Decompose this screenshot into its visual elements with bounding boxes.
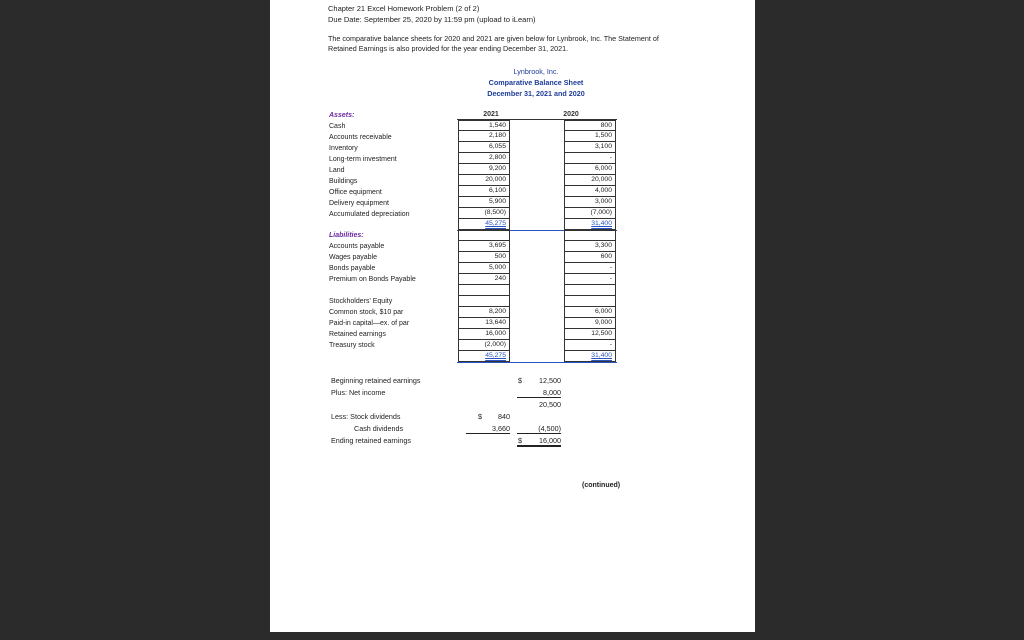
cell-2020: 9,000 (564, 318, 616, 329)
cell-2021: 6,100 (458, 186, 510, 197)
row-label: Accounts receivable (329, 134, 392, 141)
cell-2021: 13,640 (458, 318, 510, 329)
stock-dividends-value: 840 (498, 412, 510, 421)
cell-2021: 240 (458, 274, 510, 285)
blank-cell (458, 230, 510, 241)
cell-2020: 3,100 (564, 142, 616, 153)
ending-re-value: 16,000 (517, 437, 561, 447)
assets-heading: Assets: (329, 112, 355, 119)
assets-total-2020: 31,400 (564, 219, 616, 230)
cell-2020: 6,000 (564, 307, 616, 318)
cell-2021: 1,540 (458, 120, 510, 131)
cell-2020: - (564, 263, 616, 274)
cell-2021: 8,200 (458, 307, 510, 318)
cell-2020: 3,000 (564, 197, 616, 208)
statement-title: Comparative Balance Sheet (488, 78, 584, 87)
cell-2020: 20,000 (564, 175, 616, 186)
cell-2021: 3,695 (458, 241, 510, 252)
row-label: Land (329, 167, 345, 174)
cell-2021: (8,500) (458, 208, 510, 219)
row-label: Accumulated depreciation (329, 211, 410, 218)
beginning-re-value: 12,500 (539, 376, 561, 385)
column-header-2021: 2021 (483, 111, 499, 118)
row-label: Common stock, $10 par (329, 309, 404, 316)
cell-2020: - (564, 340, 616, 351)
document-page (270, 0, 755, 632)
assets-total-2021: 45,275 (458, 219, 510, 230)
row-label: Long-term investment (329, 156, 397, 163)
company-name: Lynbrook, Inc. (513, 67, 559, 76)
row-label: Premium on Bonds Payable (329, 276, 416, 283)
cash-dividends-value: 3,660 (466, 425, 510, 434)
cell-2021: 5,000 (458, 263, 510, 274)
beginning-re-label: Beginning retained earnings (331, 376, 421, 385)
cell-2021: 16,000 (458, 329, 510, 340)
equity-heading: Stockholders' Equity (329, 298, 393, 305)
blank-cell (564, 230, 616, 241)
row-label: Retained earnings (329, 331, 386, 338)
net-income-value: 8,000 (517, 389, 561, 398)
row-label: Buildings (329, 178, 358, 185)
cell-2021: 5,900 (458, 197, 510, 208)
equity-total-2021: 45,275 (458, 351, 510, 362)
total-dividends-value: (4,500) (517, 425, 561, 434)
cell-2021: 500 (458, 252, 510, 263)
row-label: Inventory (329, 145, 358, 152)
column-header-2020: 2020 (563, 111, 579, 118)
statement-date: December 31, 2021 and 2020 (487, 89, 585, 98)
re-subtotal: 20,500 (539, 400, 561, 409)
currency-sign: $ (478, 412, 482, 421)
row-label: Treasury stock (329, 342, 375, 349)
blank-cell (458, 285, 510, 296)
cell-2021: 2,180 (458, 131, 510, 142)
cash-dividends-label: Cash dividends (354, 424, 404, 433)
blank-cell (458, 296, 510, 307)
row-label: Delivery equipment (329, 200, 389, 207)
liabilities-heading: Liabilities: (329, 232, 364, 239)
intro-line-2: Retained Earnings is also provided for the year ending December 31, 2021. (328, 44, 569, 53)
continued-note: (continued) (582, 482, 621, 489)
cell-2021: (2,000) (458, 340, 510, 351)
cell-2020: 6,000 (564, 164, 616, 175)
cell-2020: 12,500 (564, 329, 616, 340)
ending-re-label: Ending retained earnings (331, 436, 411, 445)
blank-cell (564, 296, 616, 307)
row-label: Office equipment (329, 189, 382, 196)
cell-2020: 4,000 (564, 186, 616, 197)
row-label: Accounts payable (329, 243, 385, 250)
cell-2021: 2,800 (458, 153, 510, 164)
cell-2020: - (564, 274, 616, 285)
cell-2020: (7,000) (564, 208, 616, 219)
cell-2020: 1,500 (564, 131, 616, 142)
equity-total-2020: 31,400 (564, 351, 616, 362)
cell-2021: 6,055 (458, 142, 510, 153)
cell-2020: - (564, 153, 616, 164)
net-income-label: Plus: Net income (331, 388, 386, 397)
cell-2020: 800 (564, 120, 616, 131)
currency-sign: $ (518, 376, 522, 385)
due-date: Due Date: September 25, 2020 by 11:59 pm (upload to iLearn) (328, 15, 536, 24)
row-label: Wages payable (329, 254, 377, 261)
row-label: Paid-in capital—ex. of par (329, 320, 410, 327)
blank-cell (564, 285, 616, 296)
cell-2021: 9,200 (458, 164, 510, 175)
cell-2021: 20,000 (458, 175, 510, 186)
intro-line-1: The comparative balance sheets for 2020 and 2021 are given below for Lynbrook, Inc. The Statement of (328, 34, 659, 43)
row-label: Bonds payable (329, 265, 376, 272)
equity-total-rule (457, 362, 617, 363)
stock-dividends-label: Less: Stock dividends (331, 412, 401, 421)
currency-sign: $ (518, 436, 522, 445)
document-title: Chapter 21 Excel Homework Problem (2 of 2) (328, 4, 480, 13)
cell-2020: 600 (564, 252, 616, 263)
cell-2020: 3,300 (564, 241, 616, 252)
row-label: Cash (329, 123, 346, 130)
